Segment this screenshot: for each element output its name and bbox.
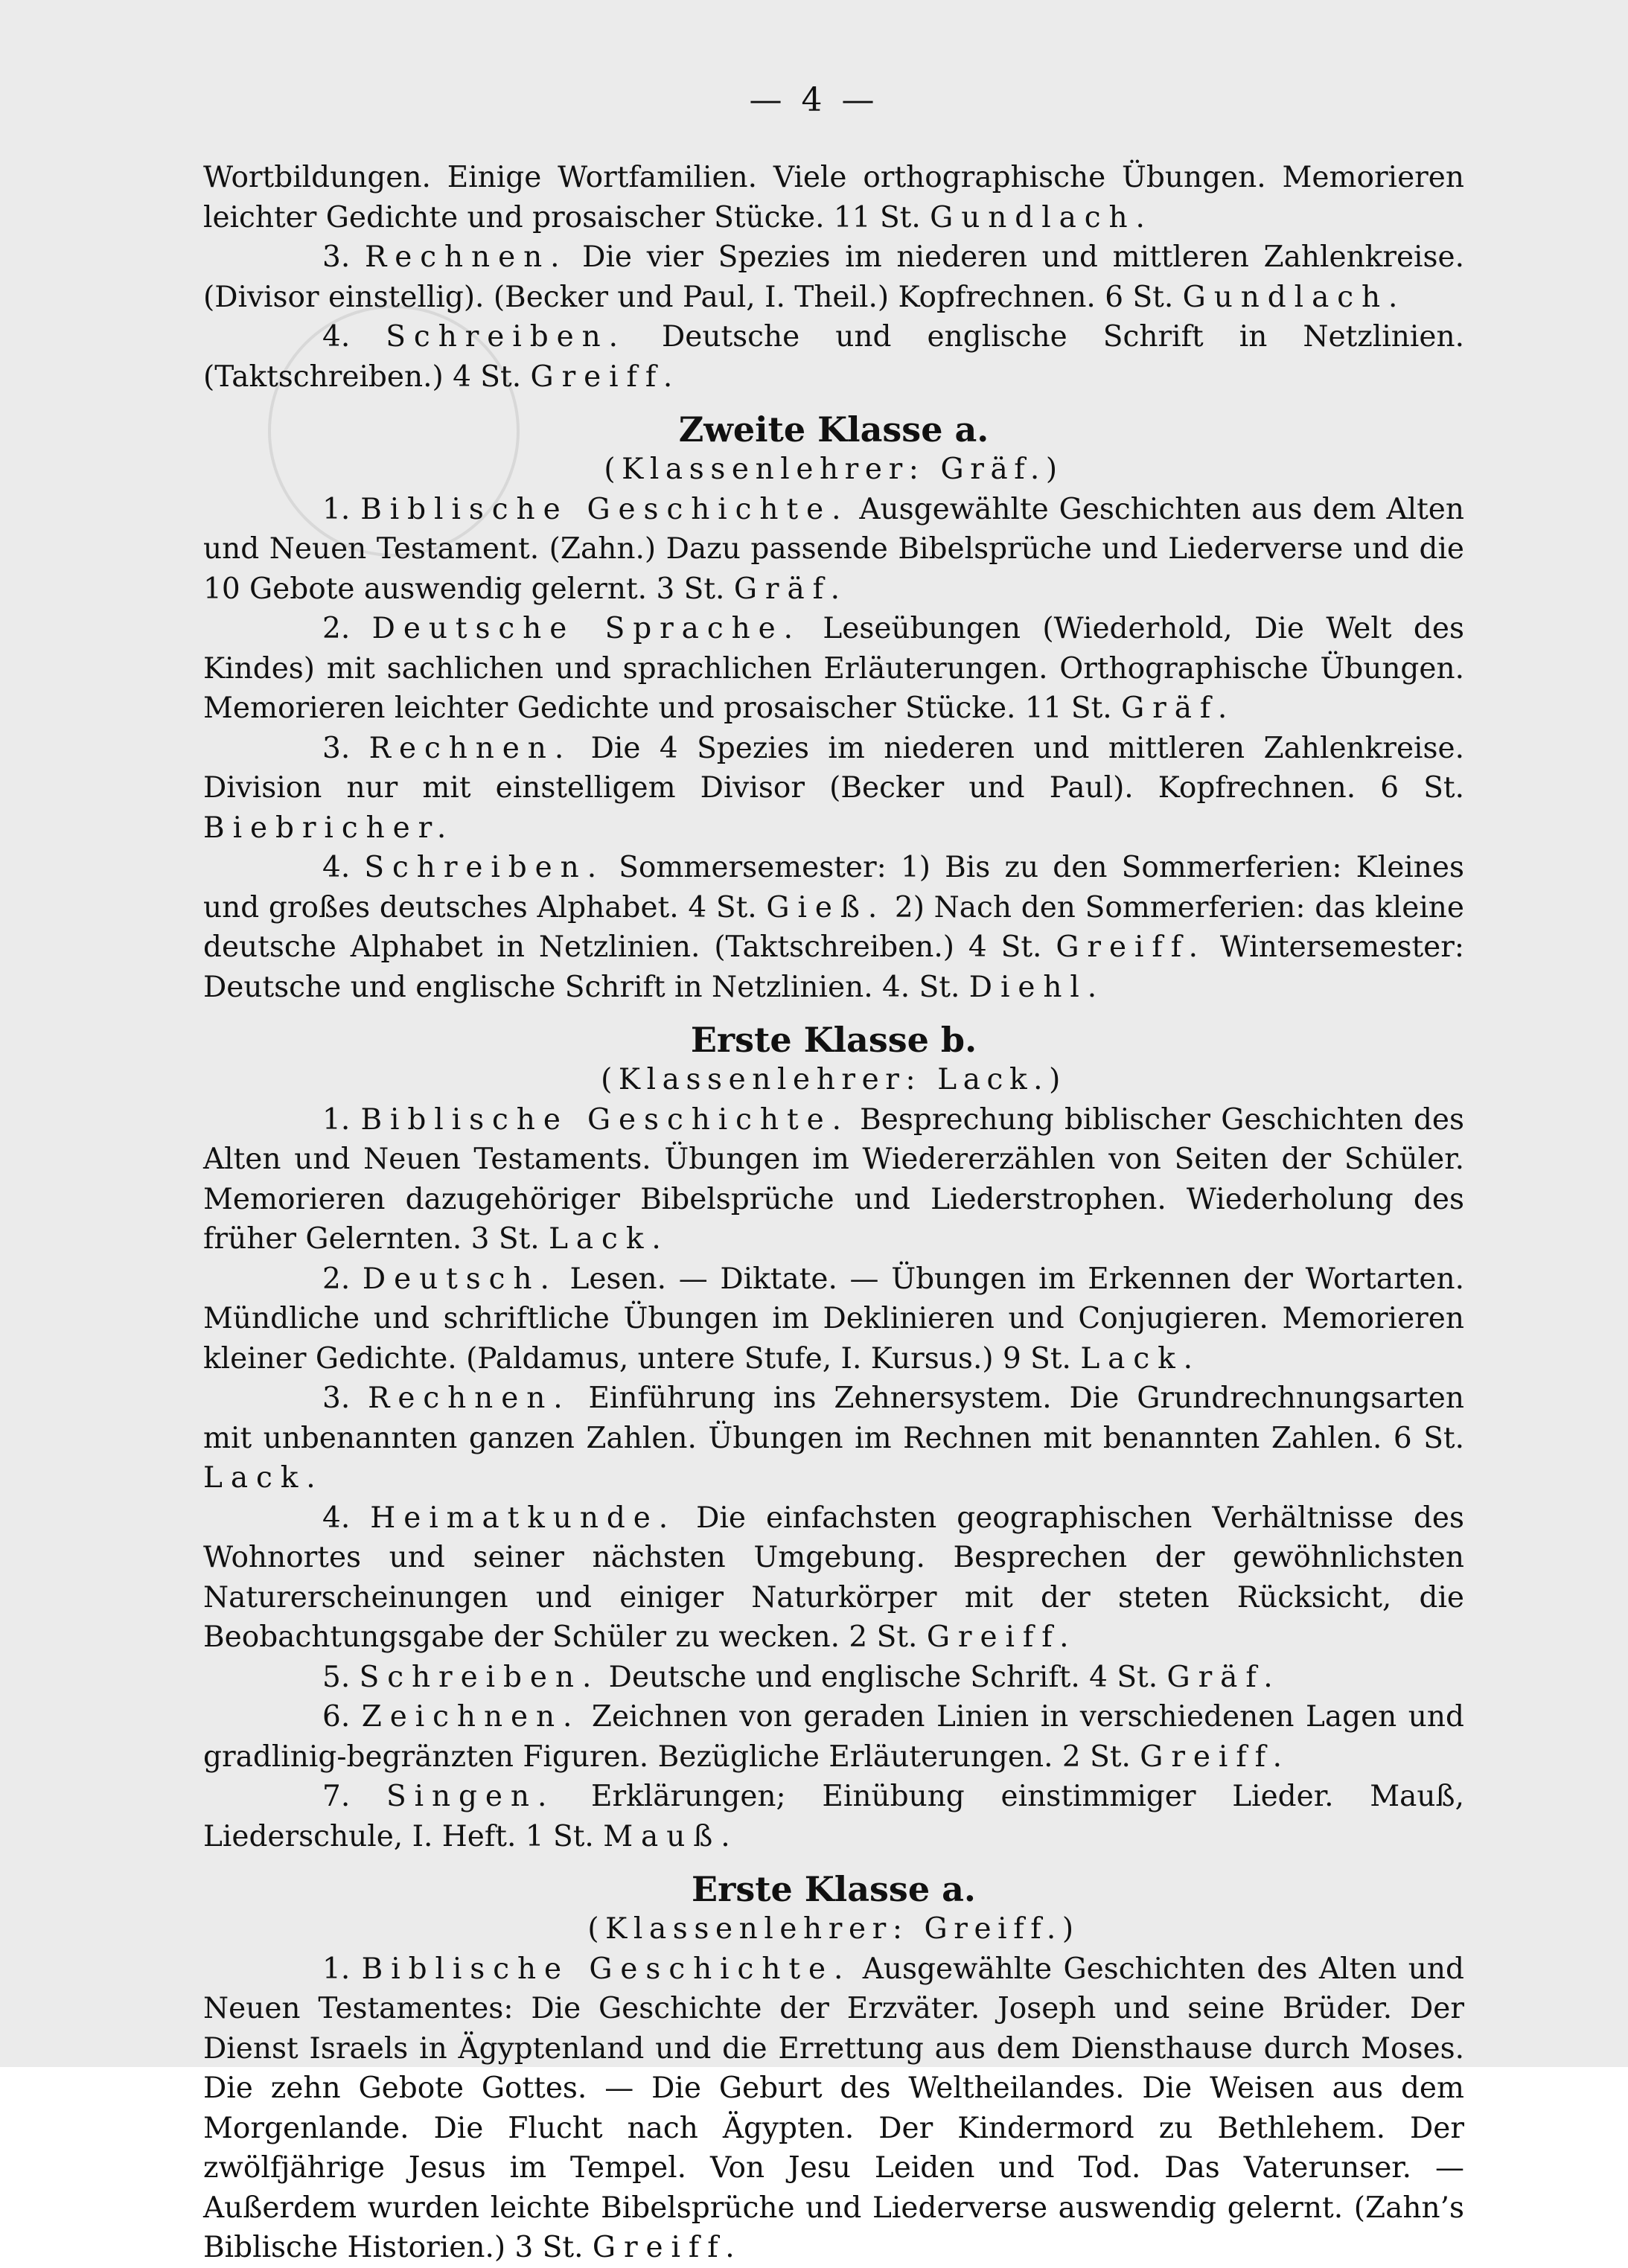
item-text: Die 4 Spezies im niederen und mittleren Zahlenkreise. Division nur mit einstelligem Divisor (Becker und Paul). Kopfrechnen. 6 St. [203, 731, 1464, 805]
item-deutsche-sprache [203, 609, 1464, 729]
teacher-name: Lack. [1080, 1341, 1201, 1376]
item-text: Wintersemester: Deutsche und englische Schrift in Netzlinien. 4. St. [203, 930, 1464, 1004]
item-biblische-geschichte [203, 1949, 1464, 2268]
item-number: 3. [322, 731, 351, 765]
paragraph-continuation [203, 158, 1464, 237]
item-title: Singen. [386, 1780, 555, 1813]
item-text: 2) Nach den Sommerferien: das kleine deutsche Alphabet in Netzlinien. (Taktschreiben.) 4 St. [203, 890, 1465, 964]
item-biblische-geschichte [203, 490, 1464, 610]
section-subheading: (Klassenlehrer: Lack.) [601, 1063, 1067, 1096]
item-text: Leseübungen (Wiederhold, Die Welt des Kindes) mit sachlichen und sprachlichen Erläuterungen. Orthographische Übungen. Memorieren leichter Gedichte und prosaischer Stücke. 11 St. [203, 612, 1464, 725]
item-title: Zeichnen. [361, 1700, 581, 1734]
teacher-name: Gräf. [733, 572, 848, 606]
item-schreiben [203, 317, 1464, 397]
item-text: Sommersemester: 1) Bis zu den Sommerferien: Kleines und großes deutsches Alphabet. 4 St. [203, 851, 1464, 924]
item-number: 2. [322, 1262, 351, 1296]
item-title: Schreiben. [386, 320, 626, 354]
section-heading-erste-klasse-a: Erste Klasse a. [692, 1869, 976, 1909]
item-number: 1. [322, 492, 351, 526]
item-number: 4. [322, 320, 351, 354]
page-body [203, 158, 1464, 2268]
item-number: 3. [322, 240, 351, 274]
item-number: 4. [322, 851, 351, 884]
item-text: Besprechung biblischer Geschichten des Alten und Neuen Testaments. Übungen im Wiedererzählen von Seiten der Schüler. Memorieren dazugehöriger Bibelsprüche und Liederstrophen. Wiederholung des früher Gelernten. 3 St. [203, 1102, 1465, 1256]
item-number: 2. [322, 612, 351, 645]
item-text: Die einfachsten geographischen Verhältnisse des Wohnortes und seiner nächsten Umgebung. Besprechen der gewöhnlichsten Naturerscheinungen und einiger Naturkörper mit der steten Rücksicht, die Beobachtungsgabe der Schüler zu wecken. 2 St. [203, 1501, 1464, 1654]
item-title: Rechnen. [368, 731, 572, 765]
item-rechnen [203, 1379, 1464, 1498]
teacher-name: Gräf. [1121, 691, 1236, 725]
item-text: Ausgewählte Geschichten des Alten und Neuen Testamentes: Die Geschichte der Erzväter. Joseph und seine Brüder. Der Dienst Israels in Ägyptenland und die Errettung aus dem Diensthause durch Moses. Die zehn Gebote Gottes. — Die Geburt des Weltheilandes. Die Weisen aus dem Morgenlande. Die Flucht nach Ägypten. Der Kindermord zu Bethlehem. Der zwölfjährige Jesus im Tempel. Von Jesu Leiden und Tod. Das Vaterunser. — Außerdem wurden leichte Bibelsprüche und Liederverse auswendig gelernt. (Zahn’s Biblische Historien.) 3 St. [203, 1952, 1464, 2264]
item-deutsch [203, 1259, 1464, 1379]
item-title: Biblische Geschichte. [360, 1102, 849, 1137]
item-text: Einführung ins Zehnersystem. Die Grundrechnungsarten mit unbenannten ganzen Zahlen. Übungen im Rechnen mit benannten Zahlen. 6 St. [203, 1381, 1465, 1455]
item-title: Schreiben. [364, 851, 605, 884]
item-title: Biblische Geschichte. [360, 492, 849, 526]
teacher-name: Biebricher. [203, 811, 455, 845]
item-text: Zeichnen von geraden Linien in verschiedenen Lagen und gradlinig-begränzten Figuren. Bezügliche Erläuterungen. 2 St. [203, 1700, 1464, 1774]
item-title: Deutsche Sprache. [371, 612, 801, 645]
teacher-name: Gieß. [766, 890, 886, 924]
item-number: 1. [322, 1102, 351, 1137]
item-title: Schreiben. [359, 1660, 600, 1694]
teacher-name: Greiff. [592, 2231, 743, 2264]
teacher-name: Greiff. [530, 360, 681, 394]
item-number: 6. [322, 1700, 351, 1734]
teacher-name: Greiff. [1056, 930, 1206, 964]
item-rechnen [203, 729, 1464, 849]
item-text: Ausgewählte Geschichten aus dem Alten und Neuen Testament. (Zahn.) Dazu passende Bibelsprüche und Liederverse und die 10 Gebote auswendig gelernt. 3 St. [203, 492, 1465, 606]
section-subheading: (Klassenlehrer: Greiff.) [587, 1912, 1080, 1946]
item-text: Die vier Spezies im niederen und mittleren Zahlenkreise. (Divisor einstellig). (Becker und Paul, I. Theil.) Kopfrechnen. 6 St. [203, 240, 1465, 314]
teacher-name: Mauß. [603, 1819, 738, 1853]
teacher-name: Greiff. [926, 1620, 1077, 1654]
item-title: Biblische Geschichte. [361, 1952, 852, 1986]
section-heading-zweite-klasse-a: Zweite Klasse a. [678, 409, 989, 450]
teacher-name: Lack. [203, 1461, 324, 1495]
item-heimatkunde [203, 1498, 1464, 1658]
teacher-name: Greiff. [1140, 1740, 1290, 1774]
teacher-name: Gräf. [1166, 1660, 1281, 1694]
teacher-name: Gundlach. [1182, 280, 1406, 314]
item-number: 7. [322, 1780, 351, 1813]
item-schreiben [203, 1658, 1464, 1698]
item-biblische-geschichte [203, 1100, 1464, 1259]
teacher-name: Diehl. [968, 970, 1105, 1004]
item-title: Rechnen. [368, 1381, 571, 1415]
item-text: Deutsche und englische Schrift in Netzlinien. (Taktschreiben.) 4 St. [203, 320, 1464, 394]
item-number: 5. [322, 1660, 351, 1694]
item-number: 1. [322, 1952, 351, 1986]
item-title: Heimatkunde. [370, 1501, 677, 1535]
item-text: Deutsche und englische Schrift. 4 St. [608, 1660, 1158, 1694]
page-number: — 4 — [749, 81, 879, 119]
item-title: Rechnen. [364, 240, 568, 274]
item-rechnen [203, 237, 1464, 317]
item-singen [203, 1777, 1464, 1856]
teacher-name: Gundlach. [930, 200, 1153, 234]
section-heading-erste-klasse-b: Erste Klasse b. [690, 1020, 977, 1060]
item-schreiben [203, 848, 1464, 1007]
item-text: Lesen. — Diktate. — Übungen im Erkennen der Wortarten. Mündliche und schriftliche Übungen im Deklinieren und Conjugieren. Memorieren kleiner Gedichte. (Paldamus, untere Stufe, I. Kursus.) 9 St. [203, 1262, 1464, 1376]
teacher-name: Lack. [549, 1222, 669, 1256]
item-zeichnen [203, 1697, 1464, 1777]
item-title: Deutsch. [362, 1262, 558, 1296]
item-text: Erklärungen; Einübung einstimmiger Lieder. Mauß, Liederschule, I. Heft. 1 St. [203, 1780, 1464, 1853]
item-number: 3. [322, 1381, 351, 1415]
section-subheading: (Klassenlehrer: Gräf.) [604, 453, 1064, 486]
paragraph-text: Wortbildungen. Einige Wortfamilien. Viele orthographische Übungen. Memorieren leichter Gedichte und prosaischer Stücke. 11 St. [203, 161, 1464, 234]
item-number: 4. [322, 1501, 351, 1535]
